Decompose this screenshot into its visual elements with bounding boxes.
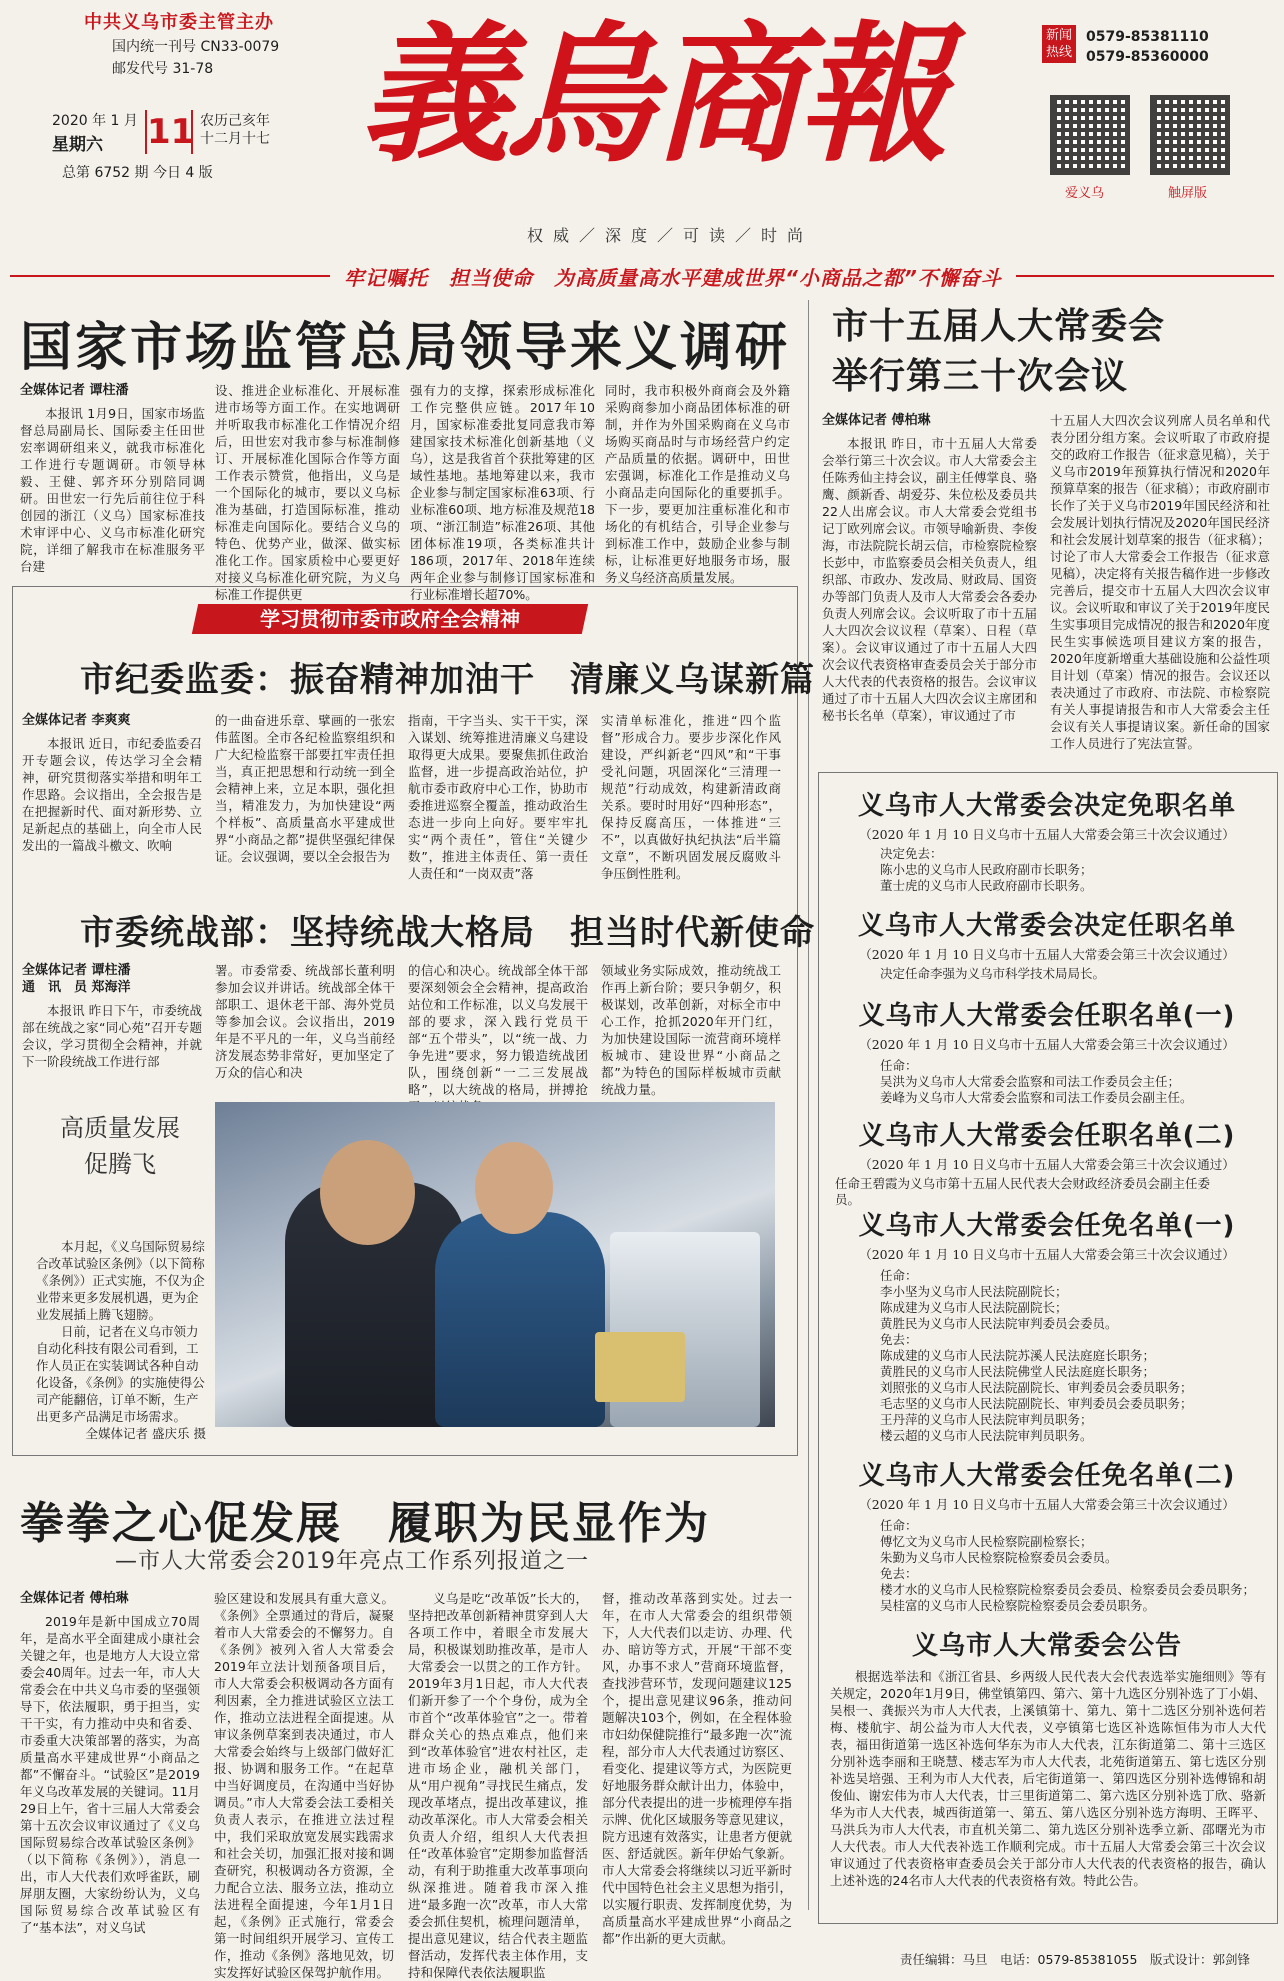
bottom-text: 2019年是新中国成立70周年，是高水平全面建成小康社会关键之年，也是地方人大设立常委会40周年。过去一年，市人大常委会在中共义乌市委的坚强领导下，依法履职，勇于担当，实干干实，有力推动中央和省委、市委重大决策部署的落实，为高质量高水平建成世界“小商品之都”不懈奋斗。“试验区”是2019年义乌改革发展的关键词。11月29日上午，省十三届人大常委会第十五次会议审议通过了《义乌国际贸易综合改革试验区条例》（以下简称《条例》），消息一出，市人大代表们欢呼雀跃，刷屏朋友圈，大家纷纷认为，义乌国际贸易综合改革试验区有了“基本法”，对义乌试 bbox=[20, 1614, 200, 1935]
logo-text: 義烏商報 bbox=[360, 7, 945, 183]
notice-line: 王丹萍的义乌市人民法院审判员职务； bbox=[880, 1412, 1093, 1427]
article-1-text: 实清单标准化，推进“四个监督”形成合力。要步步深化作风建设，严纠新老“四风”和“干事受礼问题，巩固深化“三清理一规范”行动成效，构建新清政商关系。要时时用好“四种形态”，保持反腐高压，一体推进“三不”，以真做好执纪执法“后半篇文章”，不断巩固发展反腐败斗争压倒性胜利。 bbox=[601, 713, 781, 881]
sponsor: 中共义乌市委主管主办 bbox=[84, 12, 274, 33]
worker-head bbox=[475, 1142, 553, 1234]
day-number: 11 bbox=[147, 112, 195, 152]
photo-caption bbox=[36, 1238, 206, 1442]
notice-title[interactable]: 义乌市人大常委会任免名单(二) bbox=[858, 1461, 1236, 1491]
page-footer: 责任编辑：马旦 电话：0579-85381055 版式设计：郭剑锋 bbox=[900, 1952, 1250, 1967]
bottom-text: 义乌是吃“改革饭”长大的，坚持把改革创新精神贯穿到人大各项工作中，着眼全市发展大局，积极谋划助推改革，是市人大常委会一以贯之的工作方针。2019年3月1日起，市人大代表们新开参了一个个身份，成为全市首个“改革体验官”之一。带着群众关心的热点难点，他们来到“改革体验官”进农村社区，走进市场企业，融机关部门，从“用户视角”寻找民生痛点，发现改革堵点，提出改革建议，推动改革深化。市人大常委会相关负责人介绍，组织人大代表担任“改革体验官”定期参加监督活动，有利于助推重大改革事项向纵深推进。随着我市深入推进“最多跑一次”改革，市人大常委会抓住契机，梳理问题清单，提出意见建议，结合代表主题监督活动，发挥代表主体作用，支持和保障代表依法履职监 bbox=[408, 1591, 588, 1980]
notice-subtitle: （2020 年 1 月 10 日义乌市十五届人大常委会第三十次会议通过） bbox=[859, 947, 1235, 962]
notice-line: 吴洪为义乌市人大常委会监察和司法工作委员会主任； bbox=[880, 1074, 1181, 1089]
bottom-column-2 bbox=[214, 1590, 394, 1980]
notice-body bbox=[880, 966, 1260, 982]
lead-text: 强有力的支撑，探索形成标准化工作完整供应链。2017年10月，国家标准委批复同意我市筹建国家技术标准化创新基地（义乌），这是我省首个获批筹建的区域性基地。基地筹建以来，我市企业参与制定国家标准63项、行业标准60项、地方标准及规范18项、“浙江制造”标准26项、其他团体标准19项，各类标准共计186项，2017年、2018年连续两年企业参与制修订国家标准和行业标准增长超70%。 bbox=[410, 383, 595, 602]
lunar-year: 农历己亥年 bbox=[200, 113, 270, 129]
photo-title: 高质量发展促腾飞 bbox=[60, 1114, 180, 1178]
qr-label: 触屏版 bbox=[1168, 186, 1208, 201]
issue-number: 总第 6752 期 今日 4 版 bbox=[62, 165, 213, 181]
caption-text: 日前，记者在义乌市领力自动化科技有限公司看到，工作人员正在实装调试各种自动化设备，《条例》的实施使得公司产能翻倍，订单不断，生产出更多产品满足市场需求。 bbox=[36, 1324, 205, 1424]
bottom-text: 验区建设和发展具有重大意义。《条例》全票通过的背后，凝聚着市人大常委会的不懈努力。自《条例》被列入省人大常委会2019年立法计划预备项目后，市人大常委会积极调动各方面有利因素，全力推进试验区立法工作，推动立法进程全面提速。从审议条例草案到表决通过，市人大常委会始终与上级部门做好汇报、协调和服务工作。“在起草中当好调度员，在沟通中当好协调员。”市人大常委会法工委相关负责人表示，在推进立法过程中，我们采取放宽发展实践需求和社会关切，加强汇报对接和调查研究，积极调动各方资源，全力配合立法、服务立法，推动立法进程全面提速，今年1月1日起，《条例》正式施行，常委会第一时间组织开展学习、宣传工作，推动《条例》落地见效，切实发挥好试验区保驾护航作用。 bbox=[214, 1591, 394, 1980]
bottom-subtitle: —市人大常委会2019年亮点工作系列报道之一 bbox=[115, 1549, 589, 1574]
notice-line: 李小坚为义乌市人民法院副院长； bbox=[880, 1284, 1068, 1299]
notice-line: 任命： bbox=[880, 1058, 918, 1073]
notice-line: 免去： bbox=[880, 1332, 918, 1347]
notice-body bbox=[880, 1058, 1260, 1106]
article-1-byline: 全媒体记者 李爽爽 bbox=[22, 713, 131, 728]
notice-subtitle: （2020 年 1 月 10 日义乌市十五届人大常委会第三十次会议通过） bbox=[859, 827, 1235, 842]
machine-part bbox=[595, 1332, 685, 1402]
notice-body bbox=[880, 846, 1260, 894]
lead-column-1 bbox=[20, 382, 205, 574]
notice-line: 朱勤为义乌市人民检察院检察委员会委员。 bbox=[880, 1550, 1118, 1565]
bottom-column-3 bbox=[408, 1590, 588, 1980]
notice-body bbox=[880, 1268, 1260, 1444]
lead-column-3 bbox=[410, 382, 595, 602]
column-divider bbox=[808, 300, 809, 1910]
photo-credit: 全媒体记者 盛庆乐 摄 bbox=[85, 1426, 206, 1441]
notice-line: 董士虎的义乌市人民政府副市长职务。 bbox=[880, 878, 1093, 893]
newspaper-logo bbox=[360, 7, 990, 183]
masthead-info bbox=[24, 8, 294, 78]
notice-line: 陈成建为义乌市人民法院副院长； bbox=[880, 1300, 1068, 1315]
bottom-headline[interactable]: 拳拳之心促发展 履职为民显作为 bbox=[20, 1498, 710, 1549]
article-2-byline: 全媒体记者 谭柱潘 bbox=[22, 963, 131, 978]
worker-head bbox=[320, 1140, 415, 1245]
notice-line: 毛志坚的义乌市人民法院副院长、审判委员会委员职务； bbox=[880, 1396, 1193, 1411]
lead-headline[interactable]: 国家市场监管总局领导来义调研 bbox=[20, 318, 791, 378]
feature-banner bbox=[192, 604, 588, 634]
notice-title[interactable]: 义乌市人大常委会决定任职名单 bbox=[857, 911, 1236, 941]
qr-label: 爱义乌 bbox=[1065, 186, 1105, 201]
lead-text: 同时，我市积极外商商会及外籍采购商参加小商品团体标准的研制，并作为外国采购商在义乌市场购买商品时与市场经营户约定产品质量的依据。调研中，田世宏强调，标准化工作是推动义乌小商品走向国际化的重要抓手。下一步，要更加注重标准化和市场化的有机结合，引导企业参与到标准工作中，鼓励企业参与制标，让标准更好地服务市场，服务义乌经济高质量发展。 bbox=[605, 383, 790, 585]
banner-text: 学习贯彻市委市政府全会精神 bbox=[260, 607, 520, 631]
bottom-byline: 全媒体记者 傅柏琳 bbox=[20, 1591, 129, 1606]
notice-subtitle: （2020 年 1 月 10 日义乌市十五届人大常委会第三十次会议通过） bbox=[859, 1037, 1235, 1052]
article-1-text: 的一曲奋进乐章、擘画的一张宏伟蓝图。全市各纪检监察组织和广大纪检监察干部要扛牢责任担当，真正把思想和行动统一到全会精神上来，立足本职，强化担当，精准发力，为加快建设“两个样板”、高质量高水平建成世界“小商品之都”提供坚强纪律保证。会议强调，要以全会报告为 bbox=[215, 713, 395, 864]
bottom-text: 督，推动改革落到实处。过去一年，在市人大常委会的组织带领下，人大代表们以走访、办理、代办、暗访等方式，开展“干部不变风，办事不求人”营商环境监督，查找涉营环节，发现问题建议125个，提出意见建议96条，推动问题解决103个，例如，在全程体验市妇幼保健院推行“最多跑一次”流程，部分市人大代表通过访察区、看变化、提建议等方式，为医院更好地服务群众献计出力，体验中，部分代表提出的进一步梳理停车指示牌、优化区域服务等意见建议，院方迅速有效落实，让患者方便就医、舒适就医。新年伊始气象新。市人大常委会将继续以习近平新时代中国特色社会主义思想为指引，以实履行职责、发挥制度优势，为高质量高水平建成世界“小商品之都”作出新的更大贡献。 bbox=[602, 1591, 792, 1946]
cn-number: 国内统一刊号 CN33-0079 bbox=[112, 39, 280, 55]
date-box bbox=[52, 110, 312, 180]
article-1-text: 指南，干字当头、实干干实，深入谋划、统筹推进清廉义乌建设取得更大成果。要聚焦抓住政治监督，进一步提高政治站位，护航市委市政府中心工作，协助市委推进巡察全覆盖，推动政治生态进一步向上向好。要牢牢扎实“两个责任”，管住“关键少数”，推进主体责任、第一责任人责任和“一岗双责”落 bbox=[408, 713, 588, 881]
notice-line: 楼云超的义乌市人民法院审判员职务。 bbox=[880, 1428, 1093, 1443]
notice-line: 任命： bbox=[880, 1518, 918, 1533]
article-2-byline: 通 讯 员 郑海洋 bbox=[22, 980, 131, 995]
motto-text: 牢记嘱托 担当使命 为高质量高水平建成世界“小商品之都”不懈奋斗 bbox=[330, 262, 1016, 291]
worker-figure bbox=[435, 1212, 605, 1427]
lunar-date bbox=[200, 112, 270, 148]
notice-title[interactable]: 义乌市人大常委会公告 bbox=[911, 1631, 1182, 1661]
notice-body bbox=[880, 1518, 1260, 1614]
article-1-column-4 bbox=[601, 712, 781, 882]
notice-line: 决定任命李强为义乌市科学技术局局长。 bbox=[880, 966, 1106, 981]
lead-byline: 全媒体记者 谭柱潘 bbox=[20, 383, 129, 398]
notice-line: 楼才水的义乌市人民检察院检察委员会委员、检察委员会委员职务； bbox=[880, 1582, 1256, 1597]
notice-line: 任命王碧霞为义乌市第十五届人民代表大会财政经济委员会副主任委员。 bbox=[835, 1176, 1211, 1207]
article-2-column-4 bbox=[601, 962, 781, 1097]
notice-line: 黄胜民为义乌市人民法院审判委员会委员。 bbox=[880, 1316, 1118, 1331]
qr-code-icon[interactable] bbox=[1050, 95, 1130, 175]
article-2-column-1 bbox=[22, 962, 202, 1082]
right-headline-line: 市十五届人大常委会 bbox=[832, 306, 1166, 347]
notice-line: 黄胜民的义乌市人民法院佛堂人民法庭庭长职务； bbox=[880, 1364, 1156, 1379]
slogan: 权威／深度／可读／时尚 bbox=[526, 226, 813, 245]
article-2-text: 本报讯 昨日下午，市委统战部在统战之家“同心苑”召开专题会议，学习贯彻全会精神，并就下一阶段统战工作进行部 bbox=[22, 1003, 202, 1069]
article-2-text: 领域业务实际成效，推动统战工作再上新台阶；要只争朝夕，积极谋划，改革创新，对标全市中心工作，抢抓2020年开门红，为加快建设国际一流营商环境样板城市、建设世界“小商品之都”为特色的国际样板城市贡献统战力量。 bbox=[601, 963, 781, 1097]
notice-title[interactable]: 义乌市人大常委会任职名单(一) bbox=[858, 1001, 1236, 1031]
lead-text: 设、推进企业标准化、开展标准进市场等方面工作。在实地调研并听取我市标准化工作情况介绍后，田世宏对我市参与标准制修订、开展标准化国际合作等方面工作表示赞赏，他指出，义乌是一个国际化的城市，要以义乌标准为基础，打造国际标准，推动标准走向国际化。要结合义乌的特色、优势产业，做深、做实标准化工作。国家质检中心要更好对接义乌标准化研究院，为义乌标准工作提供更 bbox=[215, 383, 400, 602]
right-text: 十五届人大四次会议列席人员名单和代表分团分组方案。会议听取了市政府提交的政府工作报告（征求意见稿），关于义乌市2019年预算执行情况和2020年预算草案的报告（征求稿）；市政府副市长作了关于义乌市2019年国民经济和社会发展计划执行情况及2020年国民经济和社会发展计划草案的报告（征求稿）；讨论了市人大常委会工作报告（征求意见稿），决定将有关报告稿作进一步修改完善后，提交市十五届人大四次会议审议。会议听取和审议了关于2019年度民生实事项目完成情况的报告和2020年度民生实事候选项目建议方案的报告，2020年度新增重大基础设施和公益性项目计划（草案）情况的报告。会议还以表决通过了市政府、市法院、市检察院有关人事提请报告和市人大常委会主任会议有关人事提请议案。新任命的国家工作人员进行了宪法宣誓。 bbox=[1050, 413, 1270, 751]
notice-line: 决定免去： bbox=[880, 846, 943, 861]
notice-title[interactable]: 义乌市人大常委会任免名单(一) bbox=[858, 1211, 1236, 1241]
article-1-column-1 bbox=[22, 712, 202, 882]
article-1-text: 本报讯 近日，市纪委监委召开专题会议，传达学习全会精神，研究贯彻落实举措和明年工作思路。会议指出，全会报告是在把握新时代、面对新形势、立足新起点的基础上，向全市人民发出的一篇战斗檄文、吹响 bbox=[22, 736, 202, 853]
notice-line: 陈小忠的义乌市人民政府副市长职务； bbox=[880, 862, 1093, 877]
qr-code-icon[interactable] bbox=[1150, 95, 1230, 175]
notice-subtitle: （2020 年 1 月 10 日义乌市十五届人大常委会第三十次会议通过） bbox=[859, 1157, 1235, 1172]
motto-bar bbox=[0, 262, 1284, 290]
notice-line: 刘照张的义乌市人民法院副院长、审判委员会委员职务； bbox=[880, 1380, 1193, 1395]
article-2-text: 的信心和决心。统战部全体干部要深刻领会全会精神，提高政治站位和工作标准，以义乌发展干部的要求，深入践行党员干部“五个带头”，以“统一战、力争先进”要求，努力锻造统战团队，围绕创新“一二三发展战略”，以大统战的格局，拼搏抢 bbox=[408, 963, 588, 1097]
notice-line: 任命： bbox=[880, 1268, 918, 1283]
lead-column-2 bbox=[215, 382, 400, 602]
notice-subtitle: （2020 年 1 月 10 日义乌市十五届人大常委会第三十次会议通过） bbox=[859, 1497, 1235, 1512]
notice-title[interactable]: 义乌市人大常委会任职名单(二) bbox=[858, 1121, 1236, 1151]
bottom-column-1 bbox=[20, 1590, 200, 1950]
right-headline[interactable] bbox=[832, 302, 1165, 402]
bottom-column-4 bbox=[602, 1590, 792, 1950]
right-headline-line: 举行第三十次会议 bbox=[832, 356, 1129, 397]
right-column-2 bbox=[1050, 412, 1270, 767]
news-photo[interactable] bbox=[215, 1102, 775, 1427]
date-year-month: 2020 年 1 月 bbox=[52, 113, 138, 129]
phone-2: 0579-85360000 bbox=[1086, 49, 1209, 65]
notice-title[interactable]: 义乌市人大常委会决定免职名单 bbox=[857, 791, 1236, 821]
lead-text: 本报讯 1月9日，国家市场监督总局副局长、国际委主任田世宏率调研组来义，就我市标准化工作进行专题调研。市领导林毅、王健、郭齐环分别陪同调研。田世宏一行先后前往位于科创园的浙江（义乌）国家标准技术审评中心、义乌市标准化研究院，详细了解我市在标准服务平台建 bbox=[20, 406, 205, 574]
right-column-1 bbox=[822, 412, 1037, 767]
hotline-tag: 新闻热线 bbox=[1042, 25, 1076, 63]
notice-line: 陈成建的义乌市人民法院苏溪人民法庭庭长职务； bbox=[880, 1348, 1156, 1363]
notice-line: 姜峰为义乌市人大常委会监察和司法工作委员会副主任。 bbox=[880, 1090, 1193, 1105]
right-text: 本报讯 昨日，市十五届人大常委会举行第三十次会议。市人大常委会主任陈秀仙主持会议，副主任傅掌良、骆鹰、颜新香、胡爱芬、朱位松及委员共22人出席会议。市人大常委会党组书记丁欧列席会议。市领导喻新贵、李俊海，市法院院长胡云信，市检察院检察长彭中，市监察委员会相关负责人，组织部、市政办、发改局、财政局、国资办等部门负责人及市人大常委会各委办负责人列席会议。会议听取了市十五届人大四次会议议程（草案）、日程（草案）。会议审议通过了市十五届人大四次会议代表资格审查委员会关于部分市人大代表的代表资格的报告。会议审议通过了市十五届人大四次会议主席团和秘书长名单（草案），审议通过了市 bbox=[822, 436, 1037, 723]
article-1-column-3 bbox=[408, 712, 588, 882]
article-1-headline[interactable]: 市纪委监委：振奋精神加油干 清廉义乌谋新篇 bbox=[80, 660, 815, 700]
right-byline: 全媒体记者 傅柏琳 bbox=[822, 413, 931, 428]
lunar-day: 十二月十七 bbox=[200, 131, 270, 147]
notice-body bbox=[835, 1176, 1215, 1208]
article-2-column-2 bbox=[215, 962, 395, 1082]
lead-column-4 bbox=[605, 382, 790, 585]
post-code: 邮发代号 31-78 bbox=[112, 61, 214, 77]
phone-1: 0579-85381110 bbox=[1086, 29, 1209, 45]
announcement-text: 根据选举法和《浙江省县、乡两级人民代表大会代表选举实施细则》等有关规定，2020年1月9日，佛堂镇第四、第六、第十九选区分别补选了丁小娟、吴根一、龚振兴为市人大代表，上溪镇第十、第九、第十二选区分别补选何若梅、楼航宇、胡公益为市人大代表，义亭镇第七选区补选陈恒伟为市人大代表，福田街道第一选区补选何华东为市人大代表，江东街道第二、第十三选区分别补选李丽和王晓慧、楼志军为市人大代表，北苑街道第五、第七选区分别补选吴培强、王利为市人大代表，后宅街道第一、第四选区分别补选傅锦和胡俊仙、谢宏伟为市人大代表，廿三里街道第二、第六选区分别补选丁欣、骆新华为市人大代表，城西街道第一、第五、第八选区分别补选方海明、王晖平、马洪兵为市人大代表，市直机关第二、第九选区分别补选季立新、邵曙光为市人大代表。市人大代表补选工作顺利完成。市十五届人大常委会第三十次会议审议通过了代表资格审查委员会关于部分市人大代表的代表资格的报告，确认上述补选的24名市人大代表的代表资格有效。特此公告。 bbox=[830, 1669, 1266, 1888]
caption-text: 本月起，《义乌国际贸易综合改革试验区条例》（以下简称《条例》）正式实施，不仅为企业带来更多发展机遇，更为企业发展插上腾飞翅膀。 bbox=[36, 1239, 205, 1322]
notice-subtitle: （2020 年 1 月 10 日义乌市十五届人大常委会第三十次会议通过） bbox=[859, 1247, 1235, 1262]
article-2-headline[interactable]: 市委统战部：坚持统战大格局 担当时代新使命 bbox=[80, 913, 815, 953]
notice-line: 傅忆文为义乌市人民检察院副检察长； bbox=[880, 1534, 1093, 1549]
announcement-body bbox=[830, 1668, 1266, 1913]
article-2-text: 署。市委常委、统战部长董利明参加会议并讲话。统战部全体干部职工、退休老干部、海外党员等参加会议。会议指出，2019年是不平凡的一年，义乌当前经济发展态势非常好，更加坚定了万众的信心和决 bbox=[215, 963, 395, 1080]
article-2-column-3 bbox=[408, 962, 588, 1097]
notice-line: 吴桂富的义乌市人民检察院检察委员会委员职务。 bbox=[880, 1598, 1156, 1613]
notice-line: 免去： bbox=[880, 1566, 918, 1581]
article-1-column-2 bbox=[215, 712, 395, 882]
weekday: 星期六 bbox=[52, 135, 103, 155]
